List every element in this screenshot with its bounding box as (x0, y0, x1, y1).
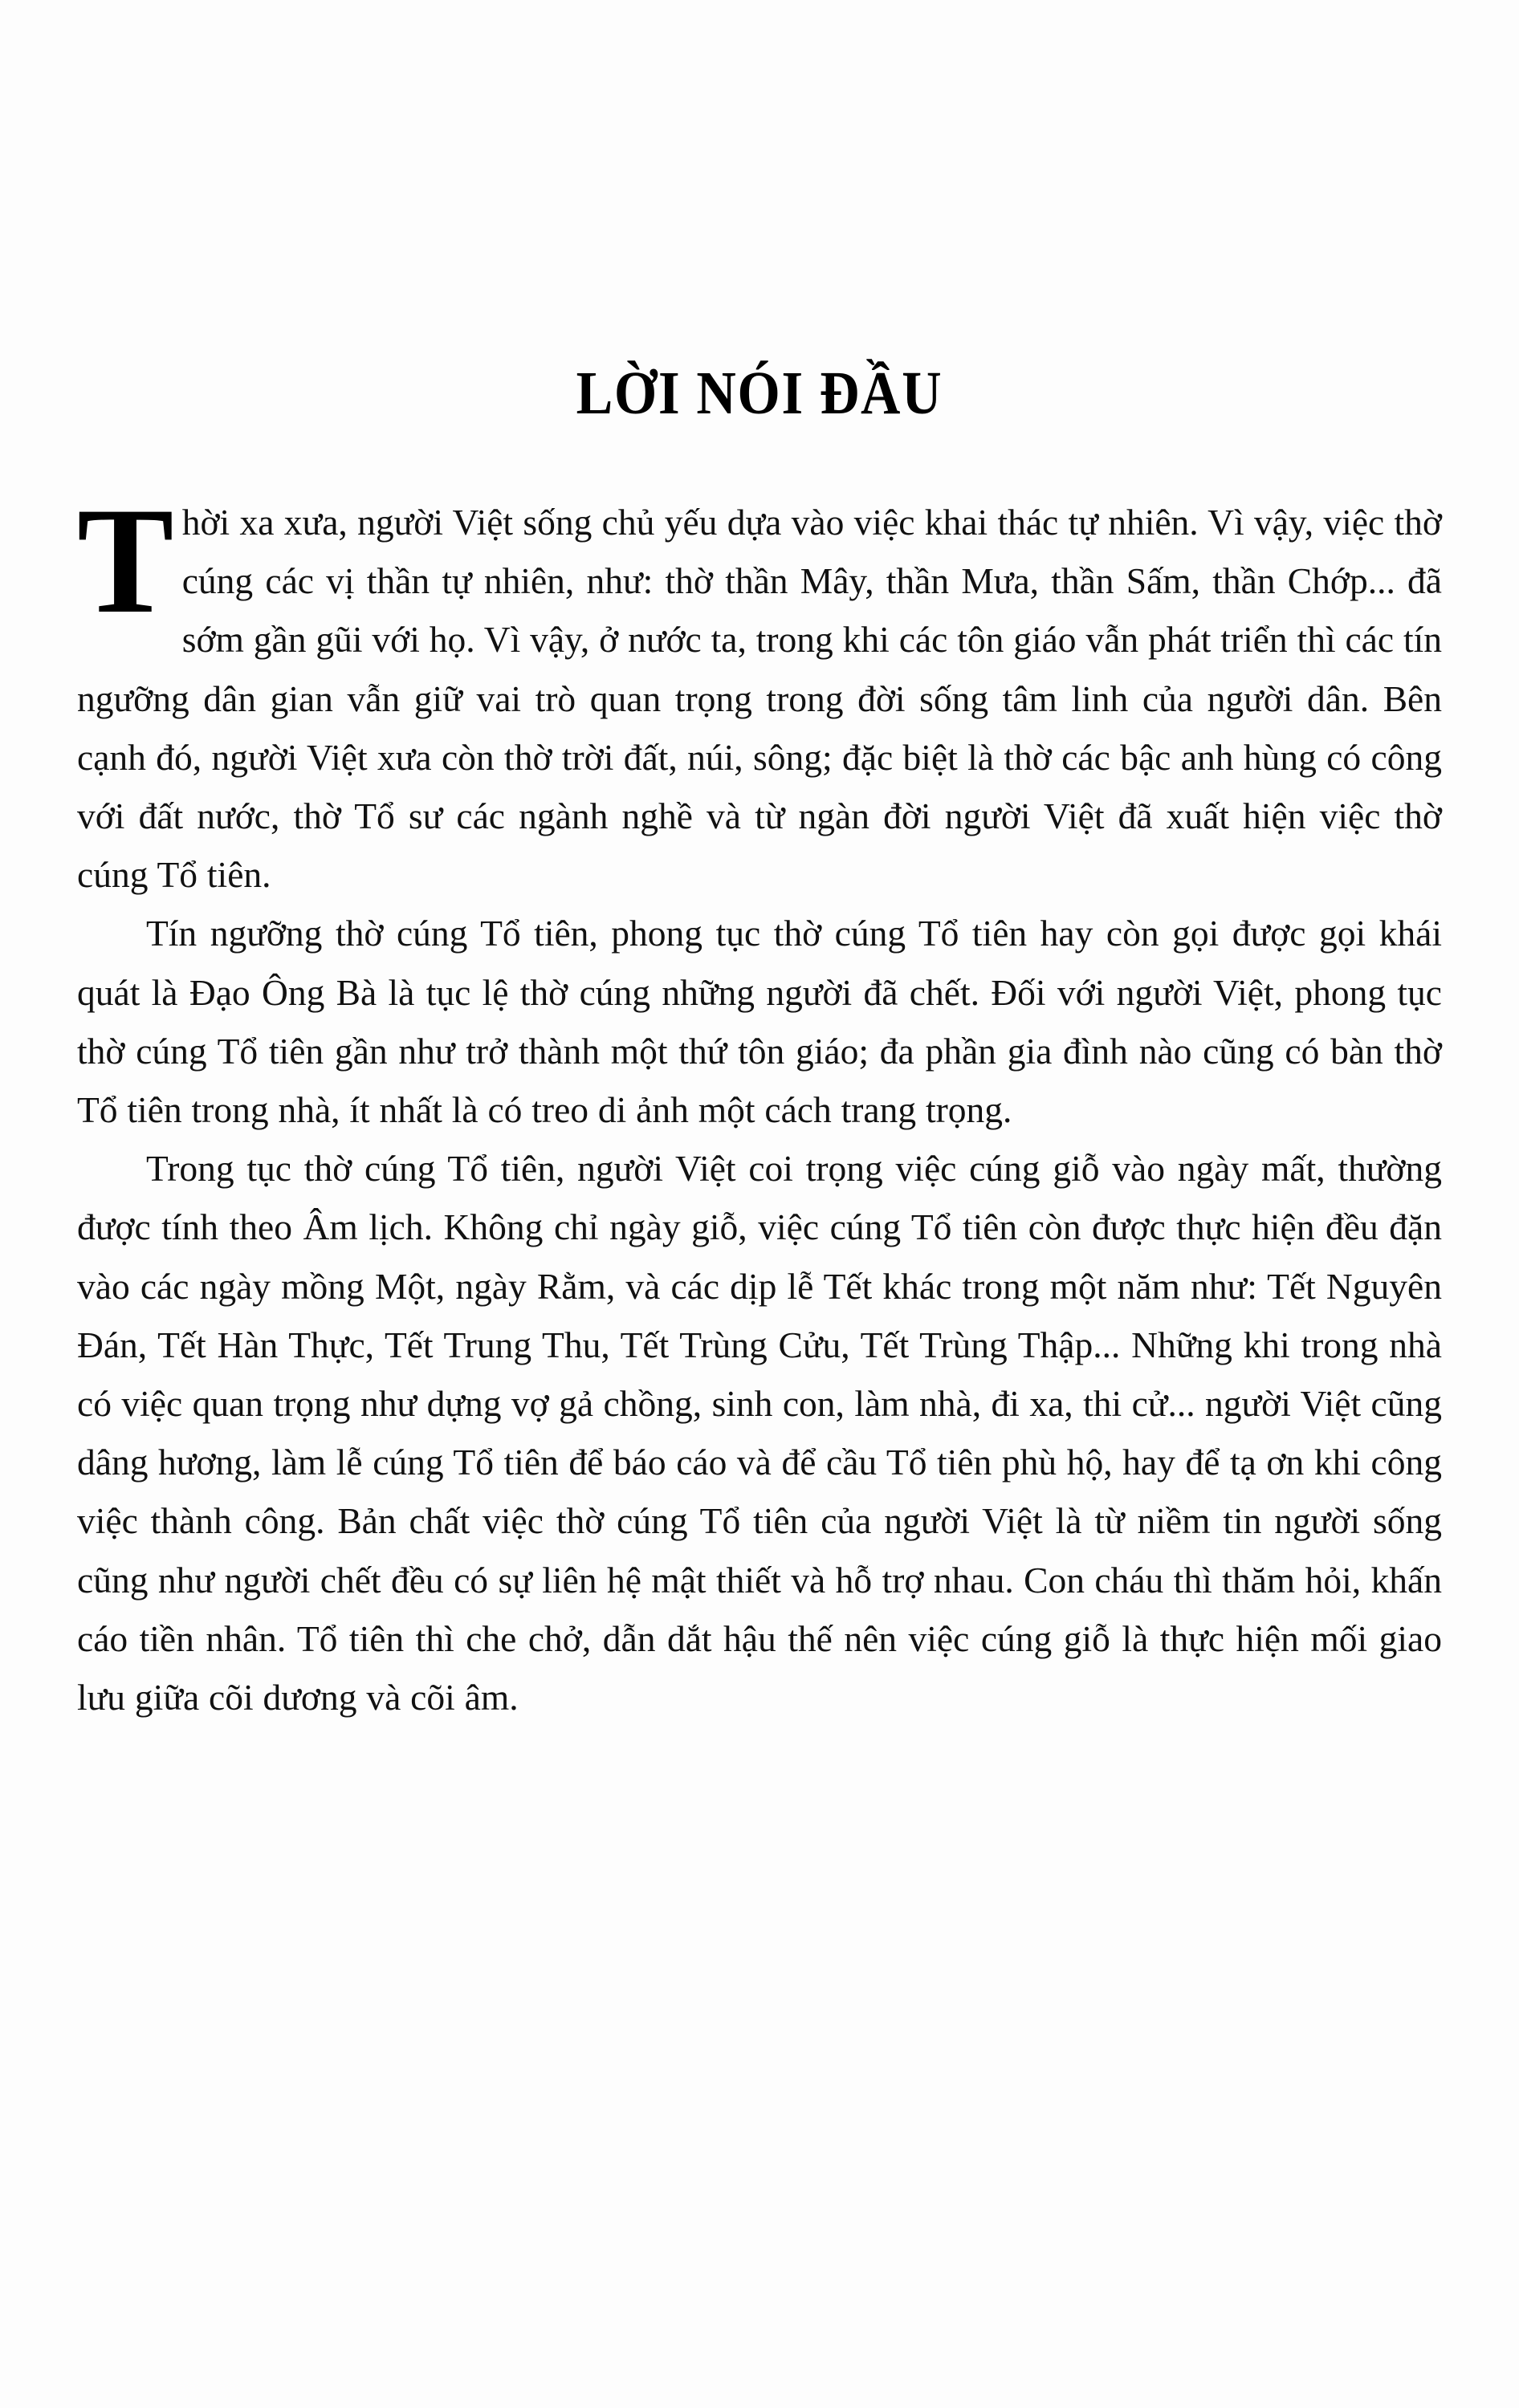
paragraph-3-text: Trong tục thờ cúng Tổ tiên, người Việt coi trọng việc cúng giỗ vào ngày mất, thường được tính theo Âm lịch. Không chỉ ngày giỗ, việc cúng Tổ tiên còn được thực hiện đều đặn vào các ngày mồng Một, ngày Rằm, và các dịp lễ Tết khác trong một năm như: Tết Nguyên Đán, Tết Hàn Thực, Tết Trung Thu, Tết Trùng Cửu, Tết Trùng Thập... Những khi trong nhà có việc quan trọng như dựng vợ gả chồng, sinh con, làm nhà, đi xa, thi cử... người Việt cũng dâng hương, làm lễ cúng Tổ tiên để báo cáo và để cầu Tổ tiên phù hộ, hay để tạ ơn khi công việc thành công. Bản chất việc thờ cúng Tổ tiên của người Việt là từ niềm tin người sống cũng như người chết đều có sự liên hệ mật thiết và hỗ trợ nhau. Con cháu thì thăm hỏi, khấn cáo tiền nhân. Tổ tiên thì che chở, dẫn dắt hậu thế nên việc cúng giỗ là thực hiện mối giao lưu giữa cõi dương và cõi âm. (77, 1148, 1442, 1719)
drop-cap-letter: T (77, 477, 174, 645)
body-copy (77, 477, 1442, 1727)
page-title: LỜI NÓI ĐẦU (576, 360, 943, 427)
paragraph-1 (77, 477, 1442, 904)
paragraph-3 (77, 1139, 1442, 1727)
paragraph-2-text: Tín ngưỡng thờ cúng Tổ tiên, phong tục thờ cúng Tổ tiên hay còn gọi được gọi khái quát là Đạo Ông Bà là tục lệ thờ cúng những người đã chết. Đối với người Việt, phong tục thờ cúng Tổ tiên gần như trở thành một thứ tôn giáo; đa phần gia đình nào cũng có bàn thờ Tổ tiên trong nhà, ít nhất là có treo di ảnh một cách trang trọng. (77, 913, 1442, 1131)
paragraph-1-text: hời xa xưa, người Việt sống chủ yếu dựa vào việc khai thác tự nhiên. Vì vậy, việc thờ cúng các vị thần tự nhiên, như: thờ thần Mây, thần Mưa, thần Sấm, thần Chớp... đã sớm gần gũi với họ. Vì vậy, ở nước ta, trong khi các tôn giáo vẫn phát triển thì các tín ngưỡng dân gian vẫn giữ vai trò quan trọng trong đời sống tâm linh của người dân. Bên cạnh đó, người Việt xưa còn thờ trời đất, núi, sông; đặc biệt là thờ các bậc anh hùng có công với đất nước, thờ Tổ sư các ngành nghề và từ ngàn đời người Việt đã xuất hiện việc thờ cúng Tổ tiên. (77, 502, 1442, 896)
page-content (77, 0, 1442, 2408)
paragraph-2 (77, 904, 1442, 1139)
